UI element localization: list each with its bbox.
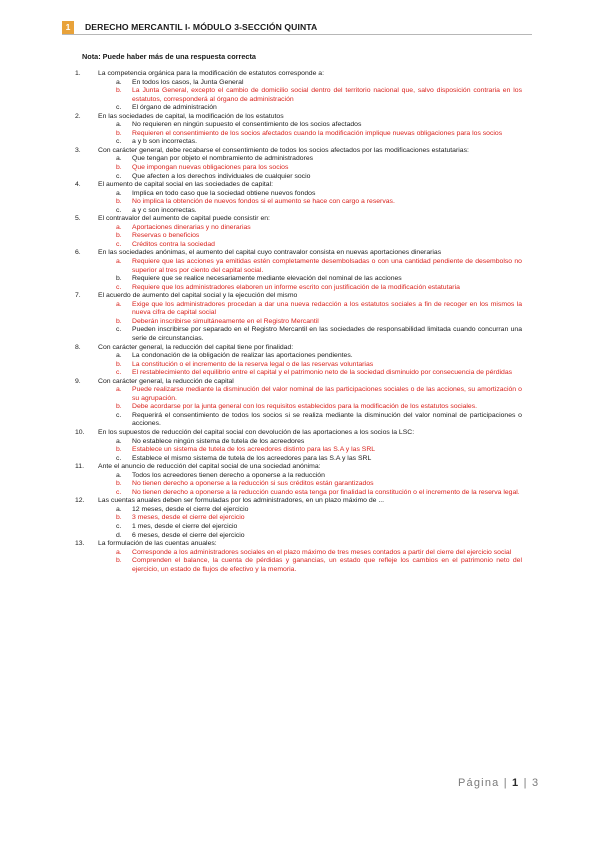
option-letter: b. — [116, 360, 122, 368]
option-letter: a. — [116, 258, 122, 266]
question-text: Con carácter general, debe recabarse el consentimiento de todos los socios afectados por las modificaciones estatutarias: — [98, 146, 469, 154]
option-text: Comprenden el balance, la cuenta de pérdidas y ganancias, un estado que refleje los cambios en el patrimonio neto del ejercicio, un estado de flujos de efectivo y la memoria. — [132, 557, 522, 573]
option-letter: b. — [116, 275, 122, 283]
option-text: Requerirá el consentimiento de todos los socios si se realiza mediante la disminución del valor nominal de participaciones o acciones. — [132, 411, 522, 428]
option-text: Puede realizarse mediante la disminución del valor nominal de las participaciones sociales o de las acciones, su amortización o su agrupación. — [132, 386, 522, 402]
option-letter: a. — [116, 223, 122, 231]
answer-option-correct — [98, 446, 522, 455]
option-letter: a. — [116, 548, 122, 556]
option-text: Corresponde a los administradores sociales en el plazo máximo de tres meses contados a partir del cierre del ejercicio social — [132, 548, 512, 556]
question-item — [75, 292, 522, 343]
question-number: 11. — [75, 463, 85, 471]
option-letter: c. — [116, 369, 122, 377]
answer-option — [98, 207, 522, 216]
question-item — [75, 249, 522, 292]
option-text: Establece el mismo sistema de tutela de los acreedores para las S.A y las SRL — [132, 454, 372, 462]
footer-separator: | — [503, 777, 508, 789]
option-text: Debe acordarse por la junta general con los requisitos establecidos para la modificación de los estatutos sociales. — [132, 403, 478, 411]
option-letter: a. — [116, 78, 122, 86]
option-text: Requieren el consentimiento de los socios afectados cuando la modificación implique nuevas obligaciones para los socios — [132, 129, 503, 137]
option-letter: a. — [116, 189, 122, 197]
answer-option — [98, 532, 522, 541]
answer-option — [98, 412, 522, 429]
option-text: No tienen derecho a oponerse a la reducción cuando esta tenga por finalidad la constitución o el incremento de la reserva legal. — [132, 488, 520, 496]
option-text: Requiere que se realice necesariamente mediante elevación del nominal de las acciones — [132, 275, 402, 283]
question-text: En las sociedades anónimas, el aumento del capital cuyo contravalor consista en nuevas aportaciones dinerarias — [98, 249, 442, 257]
option-text: a y b son incorrectas. — [132, 138, 198, 146]
question-item — [75, 215, 522, 249]
option-letter: c. — [116, 104, 122, 112]
option-letter: a. — [116, 437, 122, 445]
question-text: El acuerdo de aumento del capital social y la ejecución del mismo — [98, 292, 298, 300]
option-letter: a. — [116, 386, 122, 394]
option-text: La constitución o el incremento de la reserva legal o de las reservas voluntarias — [132, 360, 374, 368]
question-number: 1. — [75, 70, 81, 77]
answer-option-correct — [98, 489, 522, 498]
question-text: La competencia orgánica para la modificación de estatutos corresponde a: — [98, 70, 324, 77]
answer-option-correct — [98, 130, 522, 139]
option-letter: a. — [116, 155, 122, 163]
answer-option — [98, 190, 522, 199]
question-item — [75, 463, 522, 497]
option-letter: b. — [116, 129, 122, 137]
option-letter: c. — [116, 206, 122, 214]
question-item — [75, 181, 522, 215]
option-text: No requieren en ningún supuesto el consentimiento de los socios afectados — [132, 121, 362, 129]
option-text: La Junta General, excepto el cambio de domicilio social dentro del territorio nacional que, salvo disposición contraria en los estatutos, corresponderá al órgano de administración — [132, 87, 522, 103]
answer-option-correct — [98, 241, 522, 250]
footer-label: Página — [458, 777, 500, 789]
footer-separator-2: | — [523, 777, 528, 789]
question-text: Con carácter general, la reducción del capital tiene por finalidad: — [98, 343, 294, 351]
page-footer — [458, 777, 539, 789]
question-text: La formulación de las cuentas anuales: — [98, 540, 217, 548]
answer-option-correct — [98, 386, 522, 403]
answer-option — [98, 104, 522, 113]
answer-option — [98, 138, 522, 147]
option-letter: b. — [116, 87, 122, 95]
answer-option-correct — [98, 480, 522, 489]
question-number: 2. — [75, 112, 81, 120]
answer-option — [98, 121, 522, 130]
answer-option — [98, 173, 522, 182]
question-text: En los supuestos de reducción del capital social con devolución de las aportaciones a los socios la LSC: — [98, 428, 415, 436]
option-letter: c. — [116, 283, 122, 291]
question-item — [75, 429, 522, 463]
answer-option-correct — [98, 87, 522, 104]
option-text: No establece ningún sistema de tutela de los acreedores — [132, 437, 305, 445]
answer-option-correct — [98, 164, 522, 173]
option-text: Que impongan nuevas obligaciones para los socios — [132, 164, 289, 172]
answer-option — [98, 523, 522, 532]
option-text: Requiere que los administradores elaboren un informe escrito con justificación de la modificación estatutaria — [132, 283, 460, 291]
document-title: DERECHO MERCANTIL I- MÓDULO 3-SECCIÓN QUINTA — [85, 22, 318, 32]
page-header — [62, 20, 532, 35]
option-text: Aportaciones dinerarias y no dinerarias — [132, 223, 251, 231]
option-text: Créditos contra la sociedad — [132, 240, 215, 248]
option-letter: b. — [116, 514, 122, 522]
option-letter: a. — [116, 121, 122, 129]
option-text: En todos los casos, la Junta General — [132, 78, 244, 86]
footer-current-page: 1 — [512, 777, 520, 789]
option-text: Todos los acreedores tienen derecho a oponerse a la reducción — [132, 471, 325, 479]
question-item — [75, 113, 522, 147]
answer-option-correct — [98, 557, 522, 574]
option-letter: a. — [116, 300, 122, 308]
option-text: Reservas o beneficios — [132, 232, 200, 240]
question-item — [75, 497, 522, 540]
answer-option-correct — [98, 301, 522, 318]
option-letter: c. — [116, 454, 122, 462]
option-letter: b. — [116, 317, 122, 325]
answer-option-correct — [98, 198, 522, 207]
option-letter: b. — [116, 198, 122, 206]
option-letter: d. — [116, 531, 122, 539]
question-number: 7. — [75, 292, 81, 300]
note-text: Nota: Puede haber más de una respuesta correcta — [82, 52, 256, 61]
question-number: 3. — [75, 146, 81, 154]
option-letter: c. — [116, 326, 122, 334]
question-item — [75, 378, 522, 429]
answer-option-correct — [98, 224, 522, 233]
option-text: 1 mes, desde el cierre del ejercicio — [132, 522, 238, 530]
option-letter: a. — [116, 505, 122, 513]
question-number: 12. — [75, 497, 85, 505]
option-text: Exige que los administradores procedan a dar una nueva redacción a los estatutos sociales a fin de recoger en los mismos la nueva cifra de capital social — [132, 300, 522, 317]
option-text: No tienen derecho a oponerse a la reducción si sus créditos están garantizados — [132, 480, 374, 488]
question-text: En las sociedades de capital, la modificación de los estatutos — [98, 112, 284, 120]
option-text: No implica la obtención de nuevos fondos si el aumento se hace con cargo a reservas. — [132, 198, 395, 206]
question-text: Con carácter general, la reducción de capital — [98, 377, 234, 385]
footer-total-pages: 3 — [531, 777, 540, 789]
answer-option — [98, 275, 522, 284]
option-letter: a. — [116, 471, 122, 479]
option-text: Deberán inscribirse simultáneamente en el Registro Mercantil — [132, 317, 319, 325]
answer-option-correct — [98, 549, 522, 558]
answer-option-correct — [98, 369, 522, 378]
question-text: El contravalor del aumento de capital puede consistir en: — [98, 215, 270, 223]
question-item — [75, 540, 522, 574]
question-item — [75, 147, 522, 181]
option-letter: c. — [116, 522, 122, 530]
answer-option-correct — [98, 258, 522, 275]
question-number: 13. — [75, 540, 85, 548]
option-text: a y c son incorrectas. — [132, 206, 197, 214]
question-list — [75, 70, 522, 574]
option-letter: b. — [116, 446, 122, 454]
option-letter: c. — [116, 172, 122, 180]
answer-option — [98, 472, 522, 481]
option-letter: c. — [116, 411, 122, 419]
question-number: 9. — [75, 377, 81, 385]
option-text: Implica en todo caso que la sociedad obtiene nuevos fondos — [132, 189, 316, 197]
answer-option — [98, 155, 522, 164]
question-number: 10. — [75, 428, 85, 436]
answer-option-correct — [98, 514, 522, 523]
answer-option-correct — [98, 284, 522, 293]
option-letter: a. — [116, 352, 122, 360]
option-text: Establece un sistema de tutela de los acreedores distinto para las S.A y las SRL — [132, 446, 376, 454]
question-text: Las cuentas anuales deben ser formuladas por los administradores, en un plazo máximo de ... — [98, 497, 385, 505]
question-number: 8. — [75, 343, 81, 351]
answer-option — [98, 455, 522, 464]
option-letter: b. — [116, 232, 122, 240]
answer-option — [98, 326, 522, 343]
answer-option-correct — [98, 361, 522, 370]
option-letter: b. — [116, 480, 122, 488]
question-item — [75, 344, 522, 378]
option-letter: c. — [116, 138, 122, 146]
option-letter: b. — [116, 403, 122, 411]
option-text: 6 meses, desde el cierre del ejercicio — [132, 531, 245, 539]
answer-option-correct — [98, 403, 522, 412]
answer-option — [98, 506, 522, 515]
option-text: El restablecimiento del equilibrio entre el capital y el patrimonio neto de la sociedad disminuido por consecuencia de pérdidas — [132, 369, 513, 377]
option-text: Requiere que las acciones ya emitidas estén completamente desembolsadas o con una cantidad pendiente de desembolso no superior al tres por ciento del capital social. — [132, 258, 522, 274]
option-text: 3 meses, desde el cierre del ejercicio — [132, 514, 245, 522]
option-letter: c. — [116, 240, 122, 248]
answer-option — [98, 352, 522, 361]
question-item — [75, 70, 522, 113]
option-text: 12 meses, desde el cierre del ejercicio — [132, 505, 249, 513]
question-number: 6. — [75, 249, 81, 257]
option-text: Que tengan por objeto el nombramiento de administradores — [132, 155, 314, 163]
option-letter: b. — [116, 557, 122, 565]
option-text: Que afecten a los derechos individuales de cualquier socio — [132, 172, 311, 180]
option-text: La condonación de la obligación de realizar las aportaciones pendientes. — [132, 352, 353, 360]
option-text: El órgano de administración — [132, 104, 217, 112]
option-text: Pueden inscribirse por separado en el Registro Mercantil en las sociedades de responsabilidad limitada cuando concurran una serie de circunstancias. — [132, 326, 522, 342]
page-number-badge: 1 — [62, 21, 74, 34]
answer-option — [98, 438, 522, 447]
question-text: El aumento de capital social en las sociedades de capital: — [98, 181, 274, 189]
question-number: 4. — [75, 181, 81, 189]
option-letter: c. — [116, 488, 122, 496]
answer-option — [98, 79, 522, 88]
option-letter: b. — [116, 164, 122, 172]
answer-option-correct — [98, 318, 522, 327]
answer-option-correct — [98, 232, 522, 241]
question-text: Ante el anuncio de reducción del capital social de una sociedad anónima: — [98, 463, 321, 471]
question-number: 5. — [75, 215, 81, 223]
